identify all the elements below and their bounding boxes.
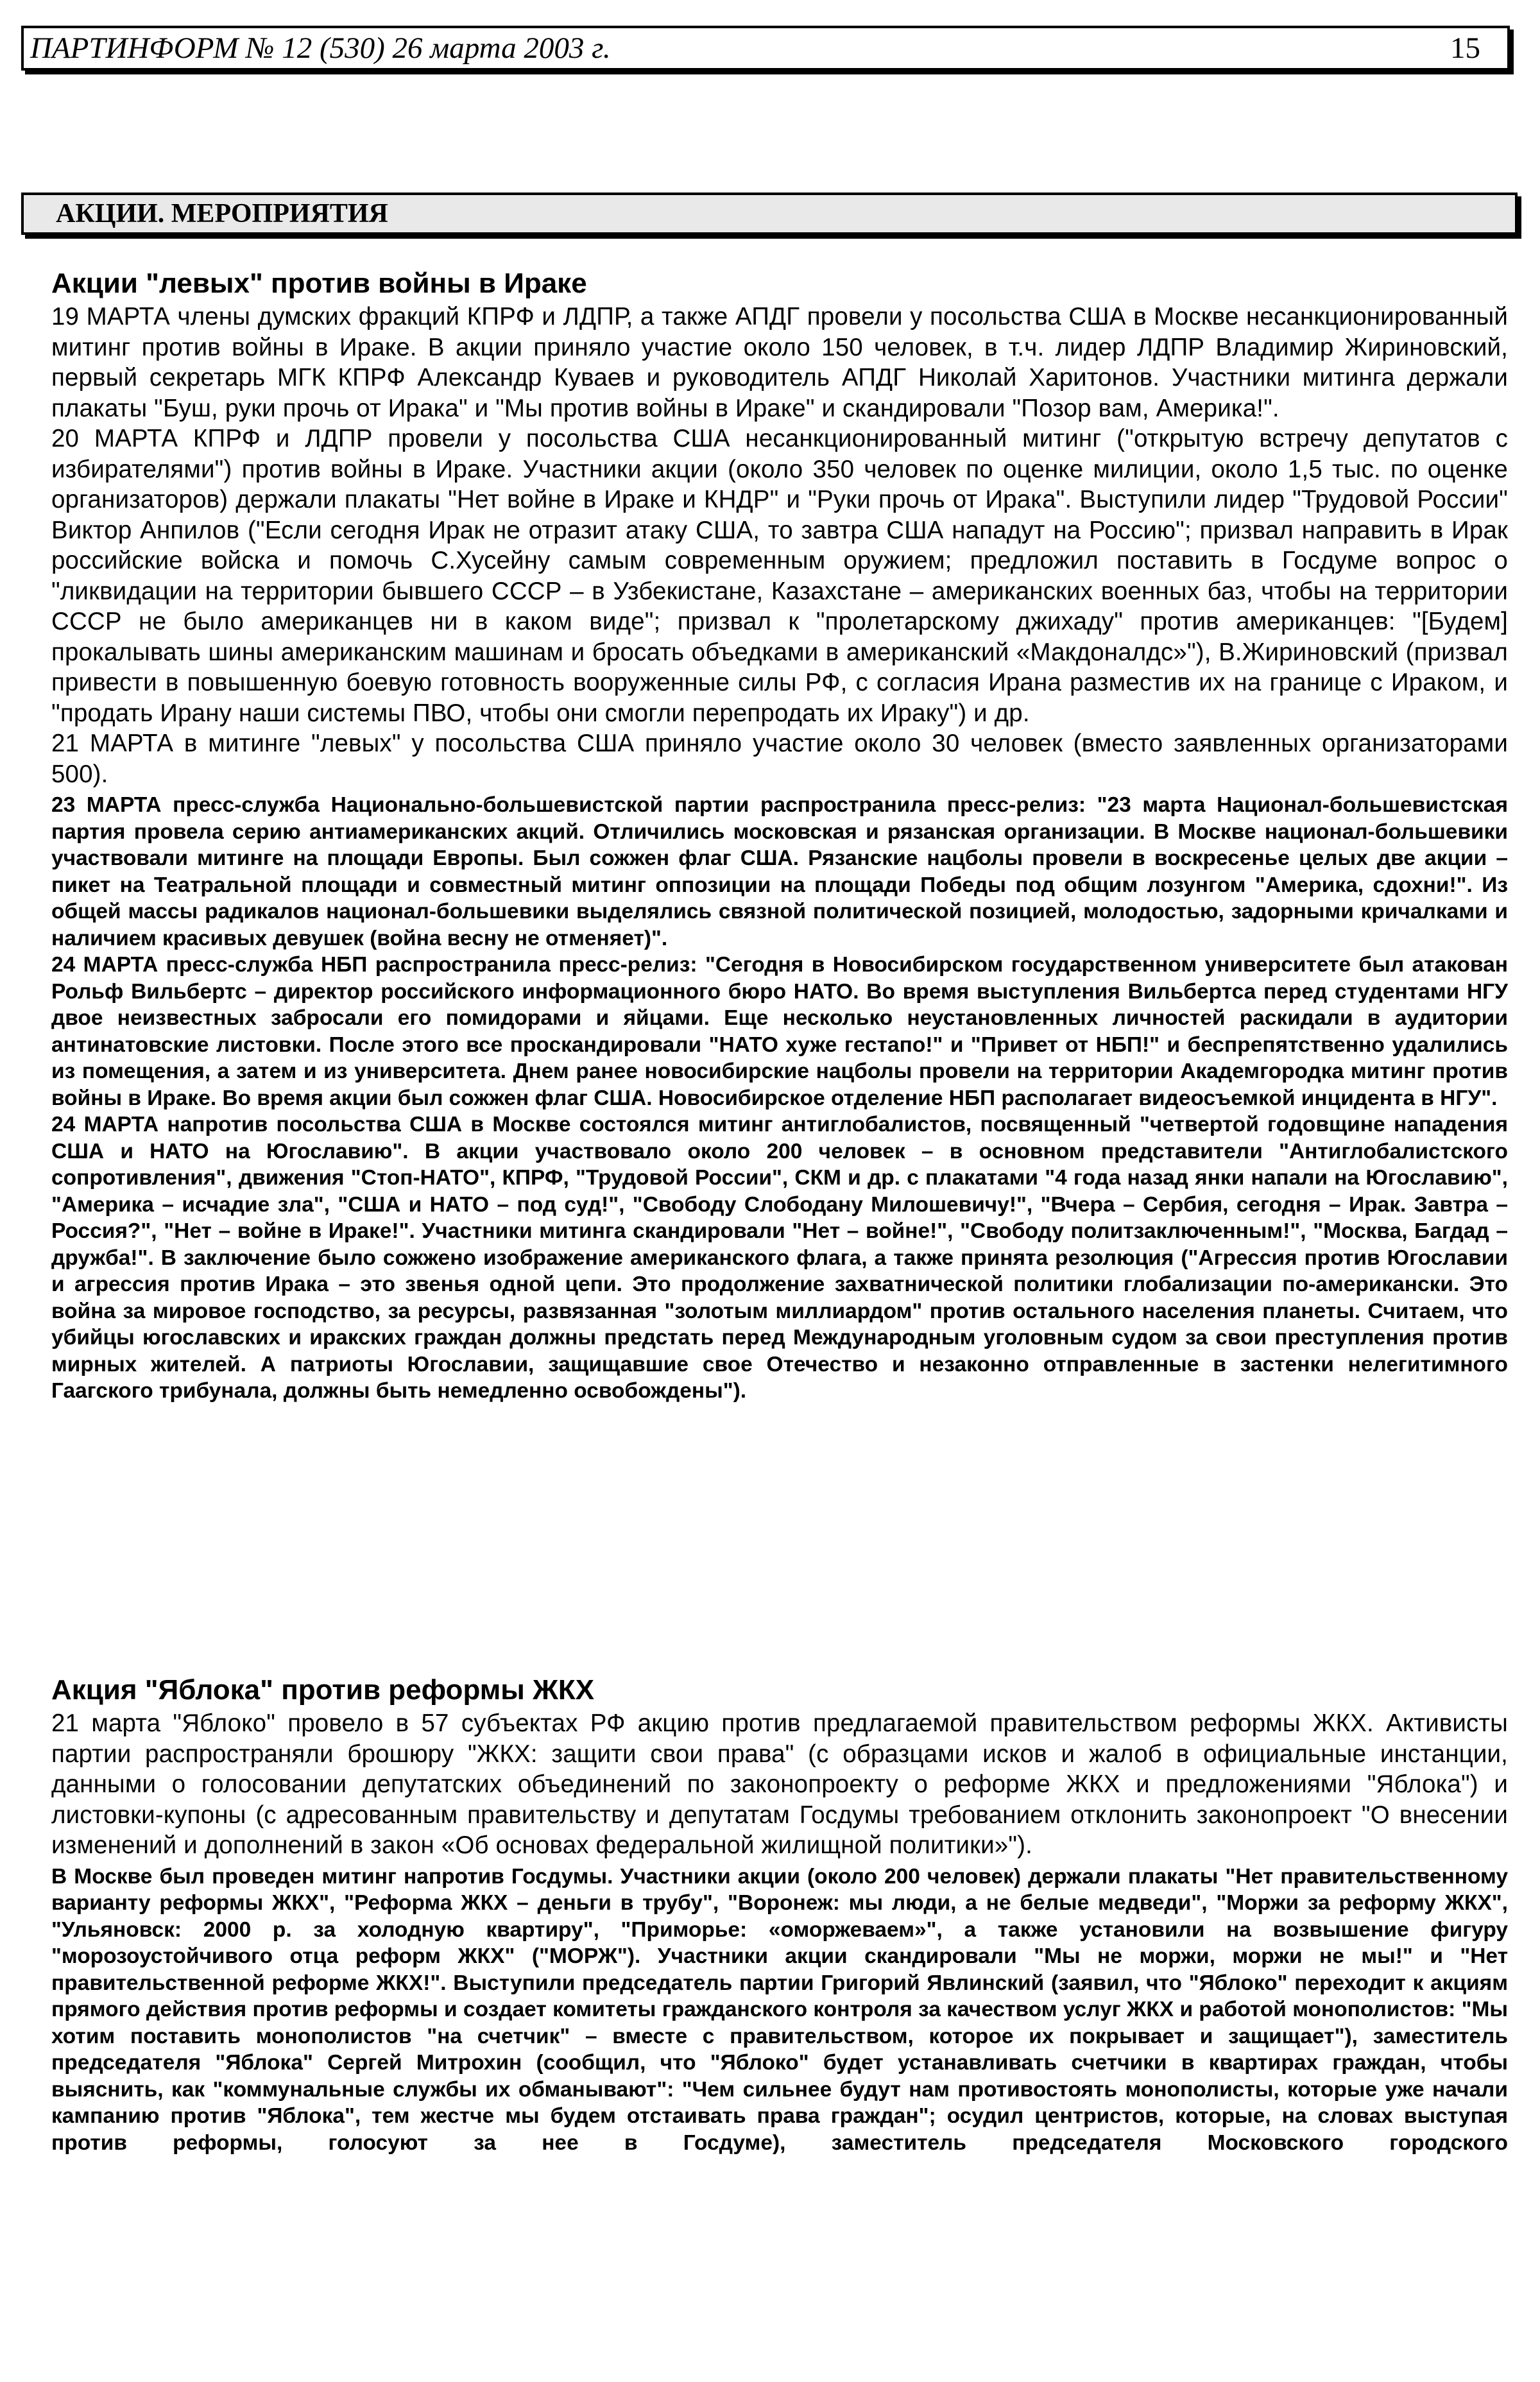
bold-paragraph: В Москве был проведен митинг напротив Госдумы. Участники акции (около 200 человек) держали плакаты "Нет правительственному варианту реформы ЖКХ", "Реформа ЖКХ – деньги в трубу", "Воронеж: мы люди, а не белые медведи", "Моржи за реформу ЖКХ", "Ульяновск: 2000 р. за холодную квартиру", "Приморье: «оморжеваем»", а также установили на возвышение фигуру "морозоустойчивого отца реформ ЖКХ" ("МОРЖ"). Участники акции скандировали "Мы не моржи, моржи не мы!" и "Нет правительственной реформе ЖКХ!". Выступили председатель партии Григорий Явлинский (заявил, что "Яблоко" переходит к акциям прямого действия против реформы и создает комитеты гражданского контроля за качеством услуг ЖКХ и работой монополистов: "Мы хотим поставить монополистов "на счетчик" – вместе с правительством, которое их покрывает и защищает"), заместитель председателя "Яблока" Сергей Митрохин (сообщил, что "Яблоко" будет устанавливать счетчики в квартирах граждан, чтобы выяснить, как "коммунальные службы их обманывают": "Чем сильнее будут нам противостоять монополисты, которые уже начали кампанию против "Яблока", тем жестче мы будем отстаивать права граждан"; осудил центристов, которые, на словах выступая против реформы, голосуют за нее в Госдуме), заместитель председателя Московского городского: [51, 1864, 1508, 2155]
article-title: Акция "Яблока" против реформы ЖКХ: [51, 1674, 595, 1706]
publication-info: ПАРТИНФОРМ № 12 (530) 26 марта 2003 г.: [30, 31, 611, 65]
article-war-in-iraq: [51, 266, 1508, 1405]
page-number: 15: [1450, 31, 1480, 65]
section-heading: АКЦИИ. МЕРОПРИЯТИЯ: [21, 193, 1518, 235]
article-paragraph: 19 МАРТА члены думских фракций КПРФ и ЛДПР, а также АПДГ провели у посольства США в Москве несанкционированный митинг против войны в Ираке. В акции приняло участие около 150 человек, в т.ч. лидер ЛДПР Владимир Жириновский, первый секретарь МГК КПРФ Александр Куваев и руководитель АПДГ Николай Харитонов. Участники митинга держали плакаты "Буш, руки прочь от Ирака" и "Мы против войны в Ираке" и скандировали "Позор вам, Америка!".: [51, 303, 1508, 422]
bold-paragraph: 23 МАРТА пресс-служба Национально-большевистской партии распространила пресс-релиз: "23 марта Национал-большевистская партия провела серию антиамериканских акций. Отличились московская и рязанская организации. В Москве национал-большевики участвовали митинге на площади Европы. Был сожжен флаг США. Рязанские нацболы провели в воскресенье целых две акции – пикет на Театральной площади и совместный митинг оппозиции на площади Победы под общим лозунгом "Америка, сдохни!". Из общей массы радикалов национал-большевики выделялись связной политической позицией, молодостью, задорными кричалками и наличием красивых девушек (война весну не отменяет)".: [51, 793, 1508, 950]
article-paragraph: 20 МАРТА КПРФ и ЛДПР провели у посольства США несанкционированный митинг ("открытую встречу депутатов с избирателями") против войны в Ираке. Участники акции (около 350 человек по оценке милиции, около 1,5 тыс. по оценке организаторов) держали плакаты "Нет войне в Ираке и КНДР" и "Руки прочь от Ирака". Выступили лидер "Трудовой России" Виктор Анпилов ("Если сегодня Ирак не отразит атаку США, то завтра США нападут на Россию"; призвал направить в Ирак российские войска и помочь С.Хусейну самым современным оружием; предложил поставить в Госдуме вопрос о "ликвидации на территории бывшего СССР – в Узбекистане, Казахстане – американских военных баз, чтобы на территории СССР не было американцев ни в каком виде"; призвал к "пролетарскому джихаду" против американцев: "[Будем] прокалывать шины американским машинам и бросать объедками в американский «Макдоналдс»"), В.Жириновский (призвал привести в повышенную боевую готовность вооруженные силы РФ, с согласия Ирана разместив их на границе с Ираком, и "продать Ирану наши системы ПВО, чтобы они смогли перепродать их Ираку") и др.: [51, 425, 1508, 727]
article-paragraph: 21 МАРТА в митинге "левых" у посольства США приняло участие около 30 человек (вместо заявленных организаторами 500).: [51, 730, 1508, 788]
bold-paragraph: 24 МАРТА напротив посольства США в Москве состоялся митинг антиглобалистов, посвященный "четвертой годовщине нападения США и НАТО на Югославию". В акции участвовало около 200 человек – в основном представители "Антиглобалистского сопротивления", движения "Стоп-НАТО", КПРФ, "Трудовой России", СКМ и др. с плакатами "4 года назад янки напали на Югославию", "Америка – исчадие зла", "США и НАТО – под суд!", "Свободу Слободану Милошевичу!", "Вчера – Сербия, сегодня – Ирак. Завтра – Россия?", "Нет – войне в Ираке!". Участники митинга скандировали "Нет – войне!", "Свободу политзаключенным!", "Москва, Багдад – дружба!". В заключение было сожжено изображение американского флага, а также принята резолюция ("Агрессия против Югославии и агрессия против Ирака – это звенья одной цепи. Это продолжение захватнической политики глобализации по-американски. Это война за мировое господство, за ресурсы, развязанная "золотым миллиардом" против остального населения планеты. Считаем, что убийцы югославских и иракских граждан должны предстать перед Международным уголовным судом за свои преступления против мирных жителей. А патриоты Югославии, защищавшие свое Отечество и незаконно отправленные в застенки нелегитимного Гаагского трибунала, должны быть немедленно освобождены").: [51, 1113, 1508, 1403]
page-header: [21, 26, 1510, 71]
article-title: Акции "левых" против войны в Ираке: [51, 268, 587, 299]
article-yabloko-housing-reform: [51, 1672, 1508, 2156]
bold-paragraph: 24 МАРТА пресс-служба НБП распространила пресс-релиз: "Сегодня в Новосибирском государственном университете был атакован Рольф Вильбертс – директор российского информационного бюро НАТО. Во время выступления Вильбертса перед студентами НГУ двое неизвестных забросали его помидорами и яйцами. Еще несколько неустановленных личностей раскидали в аудитории антинатовские листовки. После этого все проскандировали "НАТО хуже гестапо!" и "Привет от НБП!" и беспрепятственно удалились из помещения, а затем и из университета. Днем ранее новосибирские нацболы провели на территории Академгородка митинг против войны в Ираке. Во время акции был сожжен флаг США. Новосибирское отделение НБП располагает видеосъемкой инцидента в НГУ".: [51, 953, 1508, 1110]
article-paragraph: 21 марта "Яблоко" провело в 57 субъектах РФ акцию против предлагаемой правительством реформы ЖКХ. Активисты партии распространяли брошюру "ЖКХ: защити свои права" (с образцами исков и жалоб в официальные инстанции, данными о голосовании депутатских объединений по законопроекту о реформе ЖКХ и предложениями "Яблока") и листовки-купоны (с адресованным правительству и депутатам Госдумы требованием отклонить законопроект "О внесении изменений и дополнений в закон «Об основах федеральной жилищной политики»").: [51, 1709, 1508, 1859]
